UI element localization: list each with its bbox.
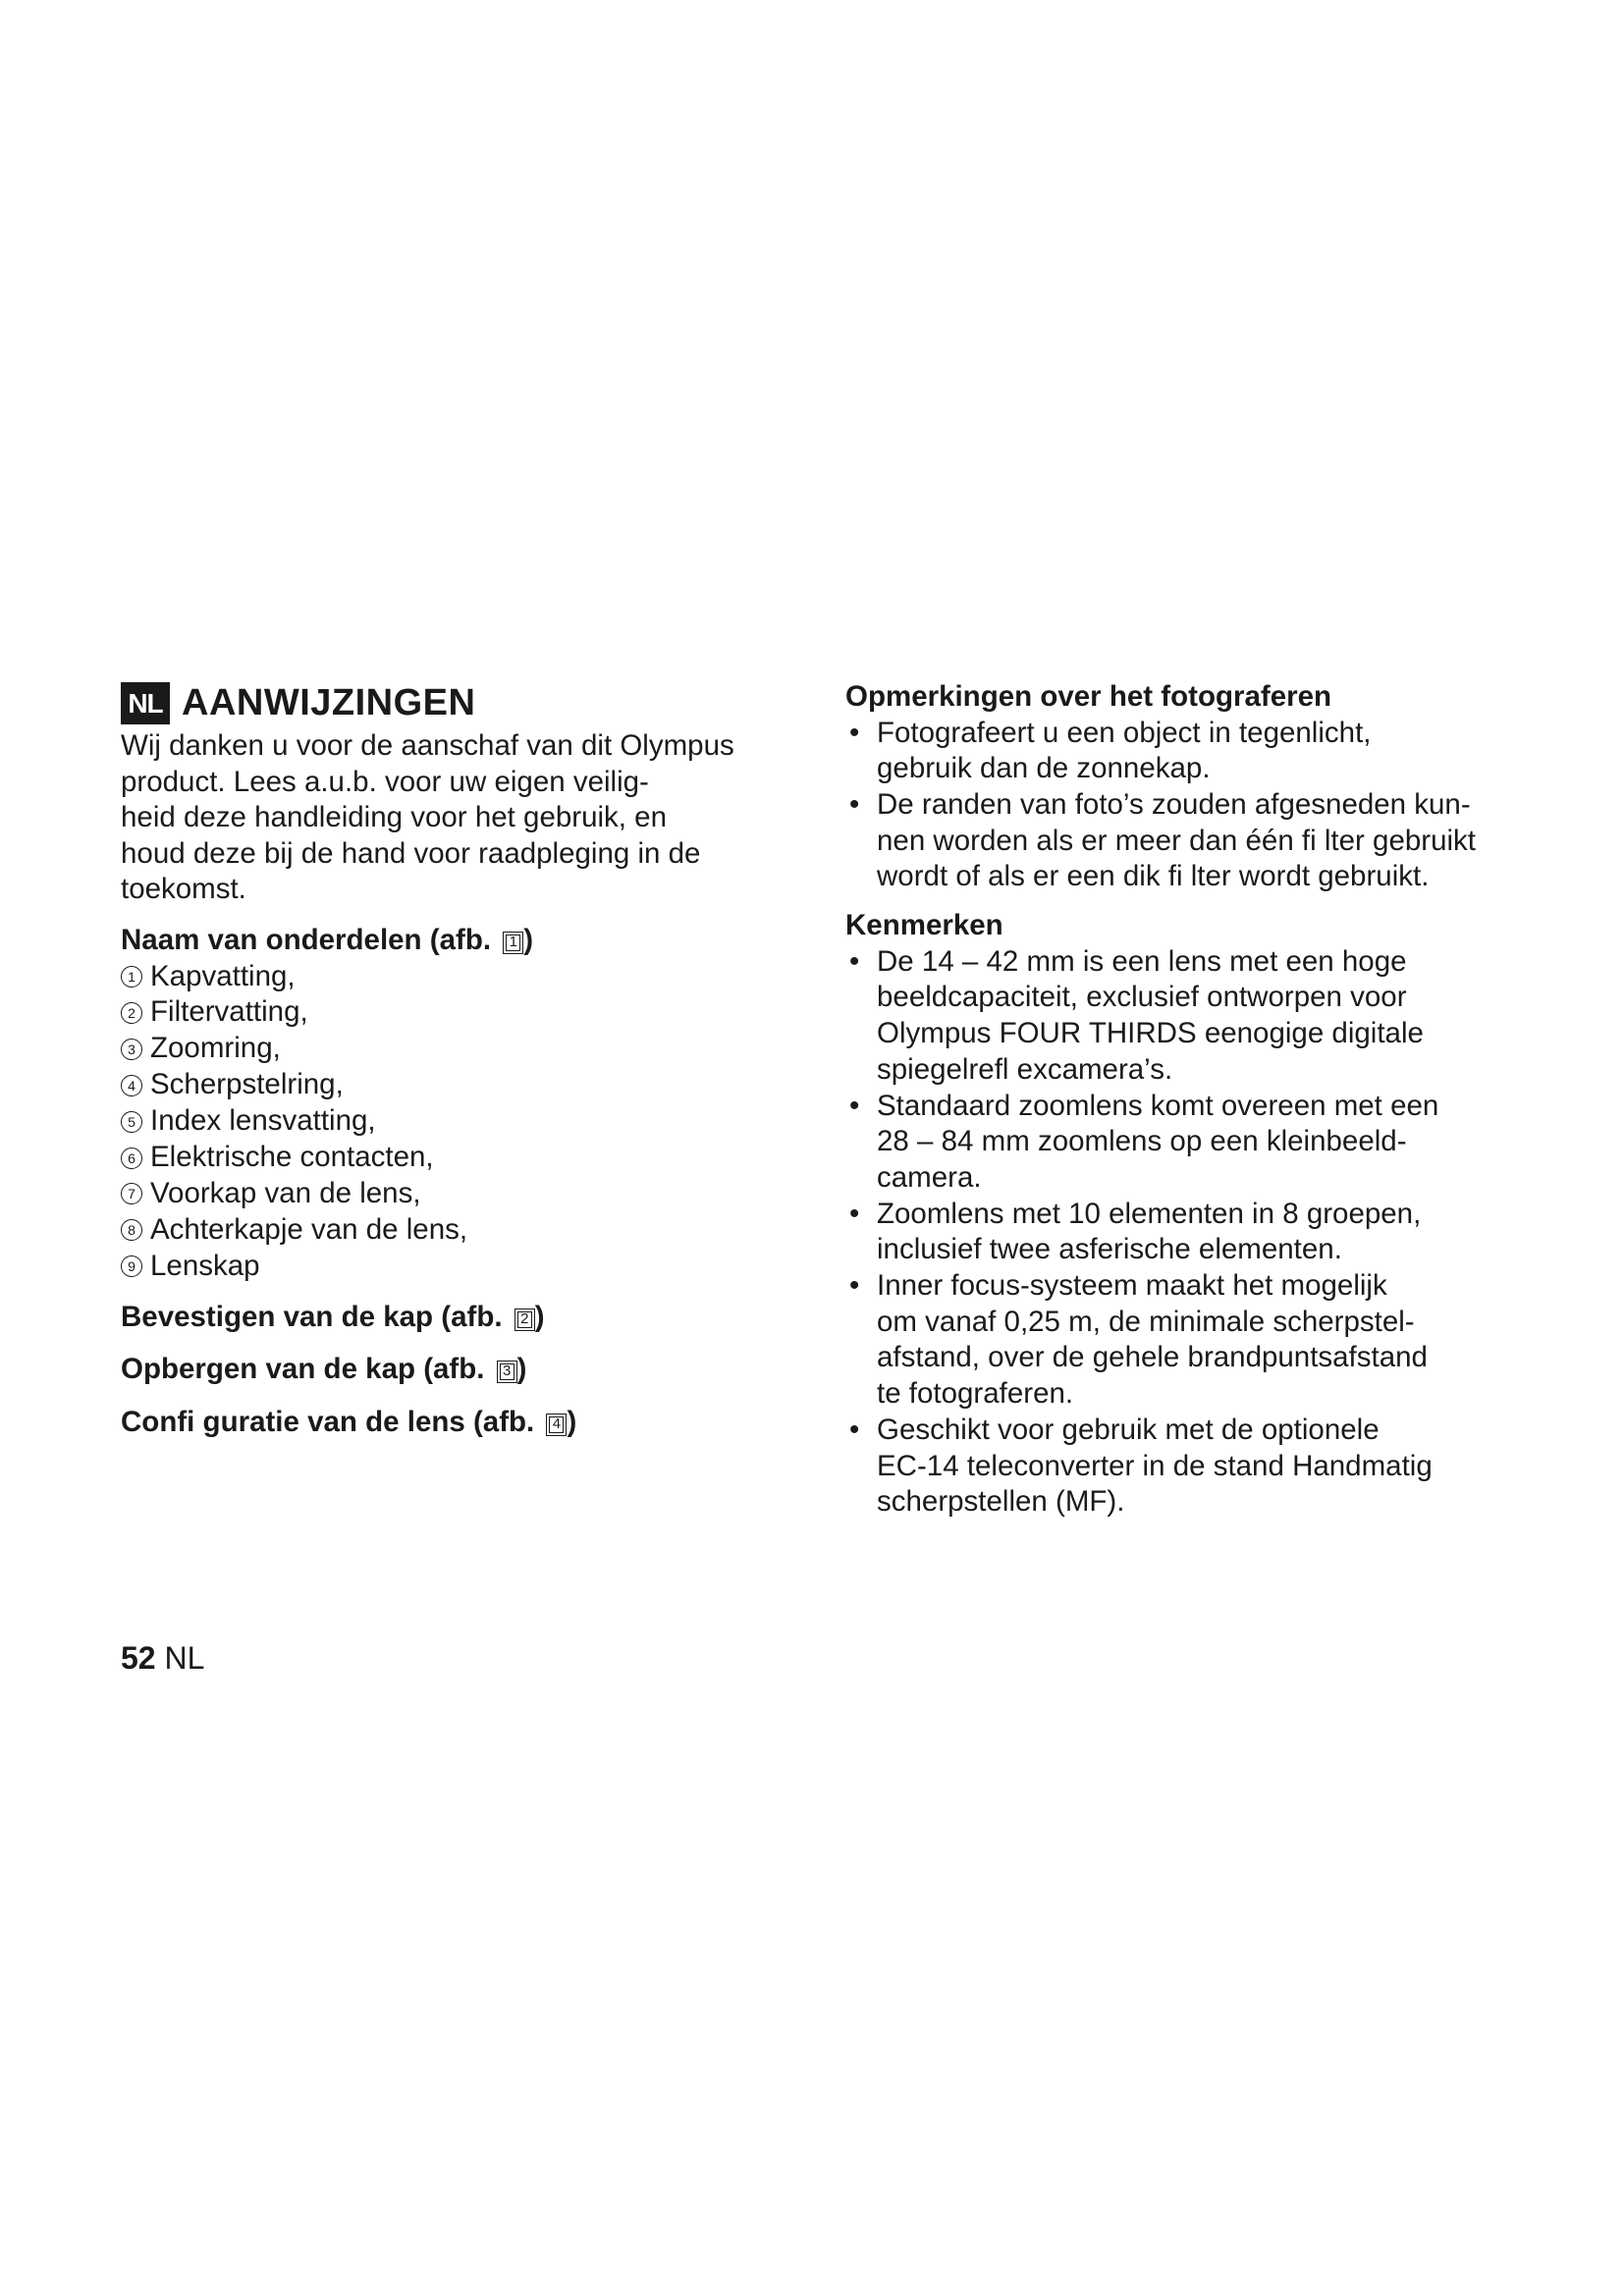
bullet-line: Geschikt voor gebruik met de optionele [877,1413,1380,1446]
bullet-line: Olympus FOUR THIRDS eenogige digitale [877,1017,1424,1050]
item-number-circle: 2 [121,1002,142,1024]
bullet-line: camera. [877,1160,982,1194]
intro-line: toekomst. [121,873,246,906]
attach-heading-close: ) [534,1300,545,1333]
part-label: Scherpstelring, [150,1068,344,1101]
bullet-icon: • [849,716,860,749]
features-heading: Kenmerken [845,909,1003,942]
intro-line: heid deze handleiding voor het gebruik, en [121,801,667,834]
bullet-line: om vanaf 0,25 m, de minimale scherpstel- [877,1305,1415,1338]
bullet-line: De randen van foto’s zouden afgesneden kun- [877,788,1471,821]
part-label: Filtervatting, [150,995,308,1029]
title-row [121,681,808,724]
bullet-line: gebruik dan de zonnekap. [877,752,1211,785]
part-label: Index lensvatting, [150,1104,376,1138]
item-number-circle: 5 [121,1111,142,1133]
list-item [845,1413,1552,1521]
figure-ref-4: 4 [546,1414,567,1436]
bullet-line: beeldcapaciteit, exclusief ontworpen voor [877,981,1407,1014]
list-item [845,787,1552,895]
parts-list [121,959,808,1285]
list-item [121,994,808,1031]
intro-line: product. Lees a.u.b. voor uw eigen veilig- [121,765,649,798]
list-item [121,1067,808,1103]
page-language: NL [164,1640,205,1676]
parts-heading-text: Naam van onderdelen (afb. [121,923,492,956]
item-number-circle: 7 [121,1183,142,1204]
config-heading-text: Confi guratie van de lens (afb. [121,1405,535,1438]
part-label: Lenskap [150,1249,260,1282]
page-number-value: 52 [121,1640,156,1676]
list-item [121,1176,808,1212]
bullet-line: wordt of als er een dik fi lter wordt gebruikt. [877,860,1430,893]
parts-heading-close: ) [523,923,534,956]
part-label: Zoomring, [150,1032,281,1065]
list-item [845,1197,1552,1268]
bullet-line: nen worden als er meer dan één fi lter gebruikt [877,824,1477,857]
bullet-icon: • [849,1413,860,1446]
list-item [121,1249,808,1285]
page-number [121,1638,204,1678]
figure-ref-2: 2 [514,1308,535,1331]
bullet-icon: • [849,1197,860,1230]
part-label: Kapvatting, [150,959,296,992]
bullet-icon: • [849,788,860,821]
item-number-circle: 3 [121,1039,142,1060]
attach-hood-heading [121,1300,808,1336]
part-label: Elektrische contacten, [150,1141,434,1174]
bullet-icon: • [849,944,860,978]
bullet-line: Standaard zoomlens komt overeen met een [877,1089,1439,1122]
figure-ref-1: 1 [503,932,523,954]
attach-heading-text: Bevestigen van de kap (afb. [121,1300,503,1333]
bullet-line: afstand, over de gehele brandpuntsafstand [877,1341,1428,1374]
item-number-circle: 6 [121,1148,142,1169]
item-number-circle: 1 [121,966,142,988]
lens-config-heading [121,1405,808,1441]
list-item [121,1212,808,1249]
bullet-line: De 14 – 42 mm is een lens met een hoge [877,944,1407,978]
right-column [845,679,1552,1521]
left-column [121,679,808,1441]
photo-notes-heading: Opmerkingen over het fotograferen [845,680,1332,713]
store-heading-text: Opbergen van de kap (afb. [121,1353,485,1386]
item-number-circle: 8 [121,1219,142,1241]
features-list [845,944,1552,1521]
list-item [845,1089,1552,1197]
part-label: Achterkapje van de lens, [150,1212,468,1246]
store-heading-close: ) [516,1353,527,1386]
language-badge: NL [121,682,170,724]
item-number-circle: 4 [121,1075,142,1096]
page-title: AANWIJZINGEN [182,682,476,723]
list-item [121,959,808,995]
store-hood-heading [121,1352,808,1388]
bullet-line: Fotografeert u een object in tegenlicht, [877,716,1372,749]
photo-notes-list [845,716,1552,896]
bullet-line: EC-14 teleconverter in de stand Handmatig [877,1449,1433,1482]
list-item [845,1268,1552,1413]
bullet-line: 28 – 84 mm zoomlens op een kleinbeeld- [877,1125,1407,1158]
part-label: Voorkap van de lens, [150,1177,421,1209]
bullet-line: inclusief twee asferische elementen. [877,1233,1342,1266]
bullet-line: scherpstellen (MF). [877,1485,1125,1519]
list-item [845,716,1552,787]
item-number-circle: 9 [121,1255,142,1277]
figure-ref-3: 3 [497,1361,517,1383]
list-item [121,1103,808,1140]
bullet-line: Zoomlens met 10 elementen in 8 groepen, [877,1197,1422,1230]
parts-heading [121,923,808,959]
bullet-line: te fotograferen. [877,1377,1074,1411]
bullet-icon: • [849,1089,860,1122]
bullet-line: spiegelrefl excamera’s. [877,1052,1173,1086]
intro-line: Wij danken u voor de aanschaf van dit Olympus [121,729,734,762]
intro-line: houd deze bij de hand voor raadpleging in de [121,836,701,870]
config-heading-close: ) [567,1405,577,1438]
list-item [845,944,1552,1089]
bullet-line: Inner focus-systeem maakt het mogelijk [877,1269,1387,1303]
bullet-icon: • [849,1269,860,1303]
list-item [121,1140,808,1176]
list-item [121,1031,808,1067]
intro-paragraph [121,728,808,908]
